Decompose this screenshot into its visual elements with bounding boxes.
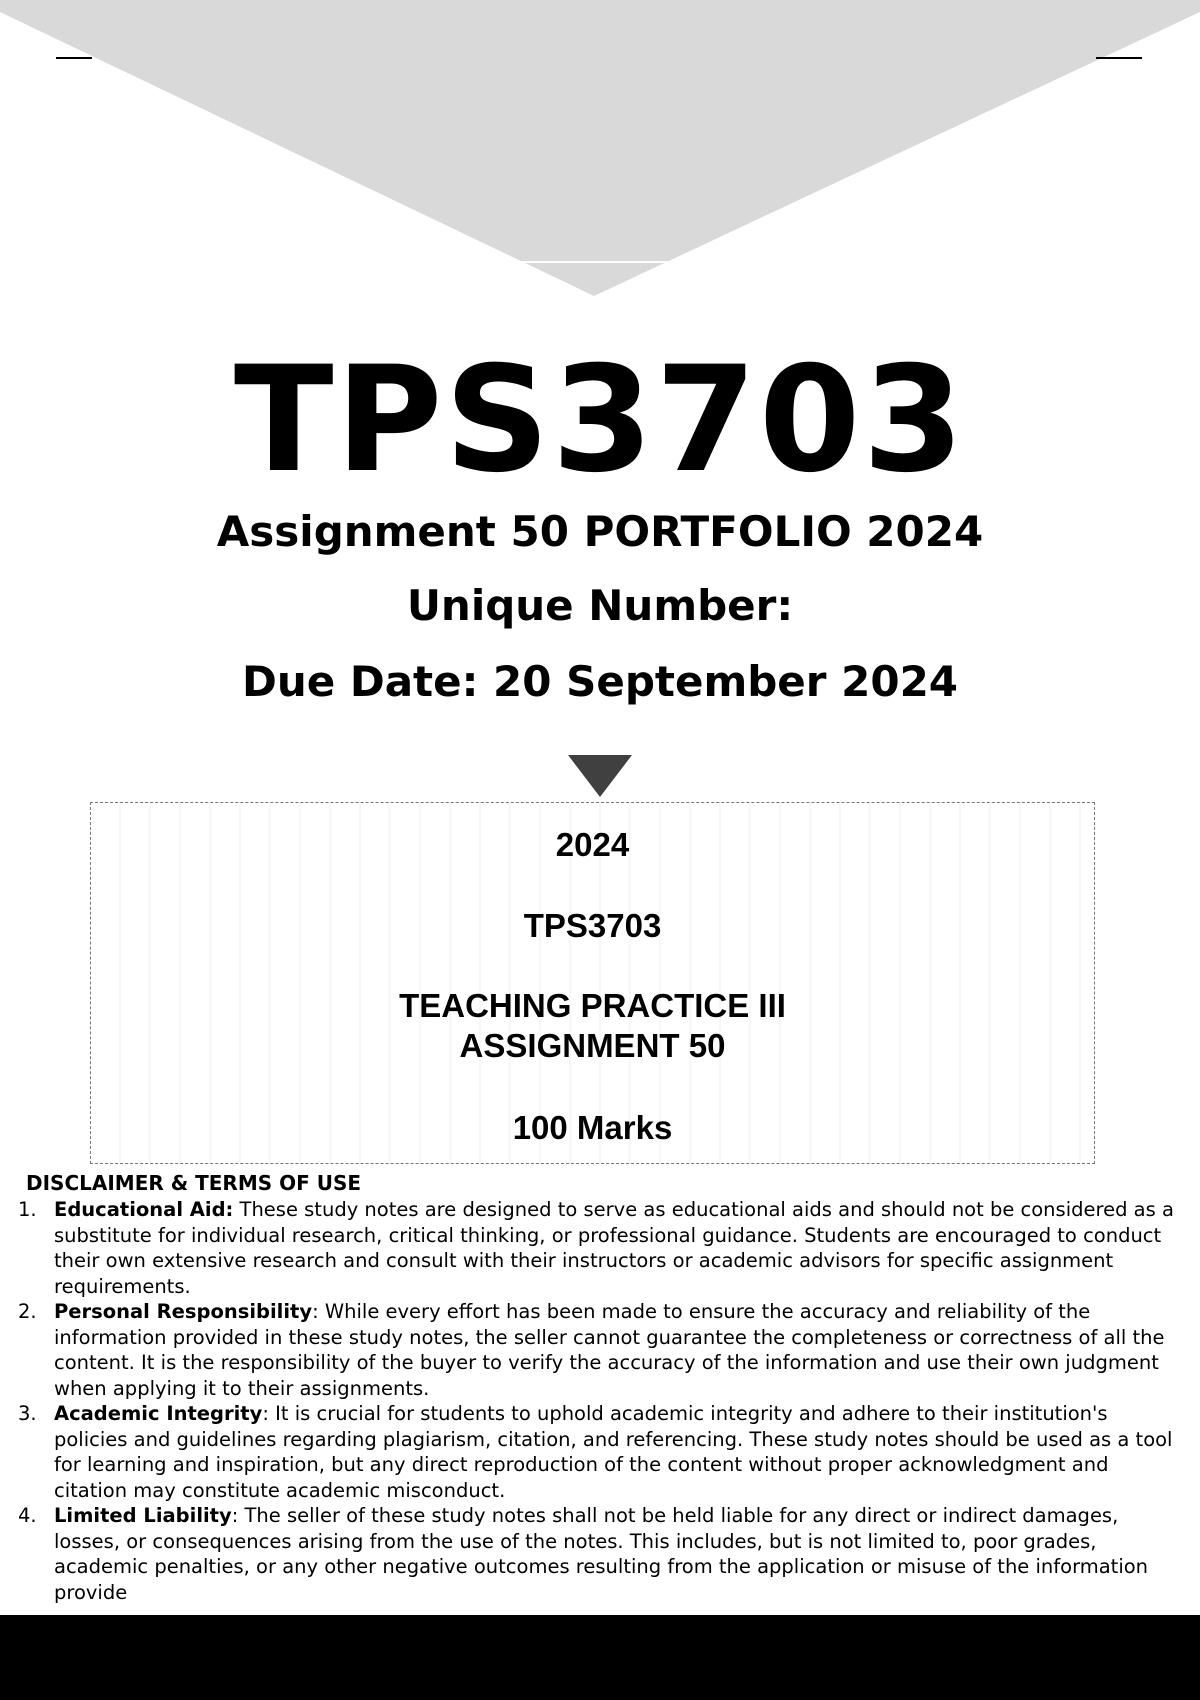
cover-course-code: TPS3703 — [523, 907, 662, 944]
due-date-line: Due Date: 20 September 2024 — [241, 657, 959, 706]
item-number: 1. — [18, 1198, 37, 1221]
item-number: 4. — [18, 1504, 37, 1527]
cover-info-box — [90, 802, 1095, 1164]
item-text: : The seller of these study notes shall not be held liable for any direct or indirect damages, losses, or consequences arising from the use of the notes. This includes, but is not limited to, poor grades, academic penalties, or any other negative outcomes resulting from the application or misuse of the information provide — [54, 1504, 1149, 1604]
item-number: 3. — [18, 1402, 37, 1425]
item-number: 2. — [18, 1300, 37, 1323]
disclaimer-item — [18, 1299, 1184, 1401]
item-text: : It is crucial for students to uphold academic integrity and adhere to their institution's policies and guidelines regarding plagiarism, citation, and referencing. These study notes should be used as a tool for learning and inspiration, but any direct reproduction of the content without proper acknowledgment and citation may constitute academic misconduct. — [54, 1402, 1173, 1502]
footer-black-bar — [0, 1615, 1200, 1700]
header-banner-graphic — [0, 0, 1200, 300]
item-term: Educational Aid: — [54, 1198, 234, 1221]
cover-year: 2024 — [555, 826, 630, 863]
cover-title — [91, 986, 1094, 1066]
disclaimer-item — [18, 1197, 1184, 1299]
cover-title-line2: ASSIGNMENT 50 — [459, 1027, 726, 1064]
item-text: : While every effort has been made to ensure the accuracy and reliability of the information provided in these study notes, the seller cannot guarantee the completeness or correctness of all the content. It is the responsibility of the buyer to verify the accuracy of the information and use their own judgment when applying it to their assignments. — [54, 1300, 1165, 1400]
item-term: Limited Liability — [54, 1504, 232, 1527]
item-text: These study notes are designed to serve as educational aids and should not be considered as a substitute for individual research, critical thinking, or professional guidance. Students are encouraged to conduct their own extensive research and consult with their instructors or academic advisors for specific assignment requirements. — [54, 1198, 1174, 1298]
item-term: Academic Integrity — [54, 1402, 263, 1425]
disclaimer-item — [18, 1503, 1184, 1605]
disclaimer-heading: DISCLAIMER & TERMS OF USE — [26, 1171, 362, 1195]
cover-marks: 100 Marks — [512, 1109, 673, 1146]
down-triangle-icon — [568, 755, 632, 797]
course-code-heading: TPS3703 — [233, 335, 967, 505]
course-code-heading-block — [0, 335, 1200, 505]
banner-chevron-shape — [0, 0, 1200, 296]
unique-number-line: Unique Number: — [406, 581, 794, 630]
disclaimer-list — [18, 1197, 1184, 1605]
assignment-line: Assignment 50 PORTFOLIO 2024 — [216, 507, 984, 556]
item-term: Personal Responsibility — [54, 1300, 313, 1323]
disclaimer-item — [18, 1401, 1184, 1503]
cover-title-line1: TEACHING PRACTICE III — [399, 987, 786, 1024]
